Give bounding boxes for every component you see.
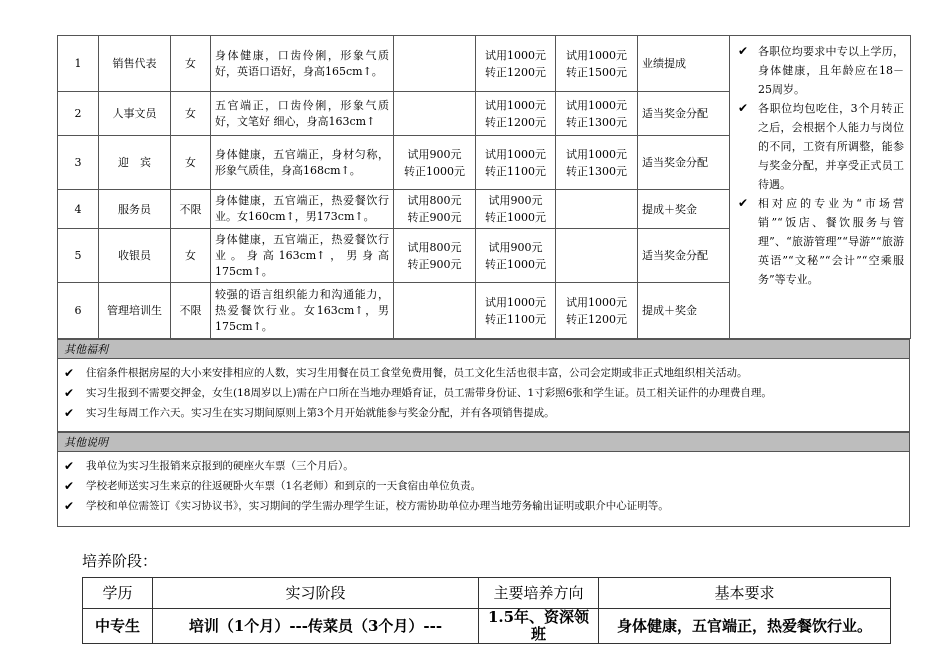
salary-line: 试用1000元 bbox=[485, 295, 546, 309]
positions-table bbox=[57, 35, 911, 339]
benefits-heading: 其他福利 bbox=[57, 339, 910, 359]
position-gender: 女 bbox=[171, 92, 211, 136]
salary-col7 bbox=[556, 136, 638, 190]
salary-line: 试用1000元 bbox=[485, 147, 546, 161]
salary-col6 bbox=[476, 190, 556, 229]
stage-header-direction: 主要培养方向 bbox=[479, 578, 599, 609]
list-item bbox=[64, 383, 903, 403]
salary-line: 转正1000元 bbox=[485, 257, 546, 271]
note-text: 相对应的专业为“市场营销”“饭店、餐饮服务与管理”、“旅游管理”“导游”“旅游英语”“文秘”“会计”“空乘服务”等专业。 bbox=[758, 197, 904, 286]
salary-col6 bbox=[476, 36, 556, 92]
position-requirement: 身体健康，五官端正，热爱餐饮行业。身高163cm↑，男身高175cm↑。 bbox=[211, 229, 394, 283]
position-number: 4 bbox=[58, 190, 99, 229]
check-icon: ✔ bbox=[738, 196, 749, 210]
salary-col6 bbox=[476, 136, 556, 190]
list-item bbox=[64, 363, 903, 383]
table-row bbox=[58, 36, 911, 92]
check-icon: ✔ bbox=[64, 499, 75, 513]
check-icon: ✔ bbox=[64, 366, 75, 380]
salary-line: 转正1200元 bbox=[566, 312, 627, 326]
salary-col7 bbox=[556, 36, 638, 92]
list-item-text: 实习生每周工作六天。实习生在实习期间原则上第3个月开始就能参与奖金分配，并有各项销售提成。 bbox=[86, 407, 555, 419]
position-bonus: 提成＋奖金 bbox=[638, 190, 730, 229]
position-title: 收银员 bbox=[99, 229, 171, 283]
salary-line: 试用1000元 bbox=[485, 48, 546, 62]
stage-cell-direction: 1.5年、资深领班 bbox=[479, 609, 599, 644]
position-number: 1 bbox=[58, 36, 99, 92]
salary-col5: 试用800元 转正900元 bbox=[394, 229, 476, 283]
salary-col6 bbox=[476, 92, 556, 136]
position-title: 人事文员 bbox=[99, 92, 171, 136]
position-title: 管理培训生 bbox=[99, 283, 171, 339]
salary-line: 转正1300元 bbox=[566, 115, 627, 129]
salary-line: 转正1200元 bbox=[485, 115, 546, 129]
salary-line: 试用1000元 bbox=[566, 147, 627, 161]
position-requirement: 身体健康，口齿伶俐，形象气质好，英语口语好，身高165cm↑。 bbox=[211, 36, 394, 92]
position-number: 5 bbox=[58, 229, 99, 283]
stage-table bbox=[82, 577, 891, 644]
stage-cell-requirement: 身体健康，五官端正，热爱餐饮行业。 bbox=[599, 609, 891, 644]
notes-block bbox=[57, 452, 910, 527]
salary-col7 bbox=[556, 283, 638, 339]
position-requirement: 五官端正，口齿伶俐，形象气质好，文笔好 细心，身高163cm↑ bbox=[211, 92, 394, 136]
salary-line: 试用900元 bbox=[488, 194, 543, 207]
list-item-text: 实习生报到不需要交押金，女生(18周岁以上)需在户口所在当地办理婚育证，员工需带身份证、1寸彩照6张和学生证。员工相关证件的办理费自理。 bbox=[86, 387, 772, 399]
note-text: 各职位均要求中专以上学历，身体健康，且年龄应在18－25周岁。 bbox=[758, 45, 904, 96]
position-requirement: 身体健康，五官端正，身材匀称，形象气质佳，身高168cm↑。 bbox=[211, 136, 394, 190]
salary-line: 转正1100元 bbox=[485, 312, 546, 326]
salary-col7 bbox=[556, 92, 638, 136]
list-item bbox=[738, 99, 904, 194]
position-title: 销售代表 bbox=[99, 36, 171, 92]
position-title: 迎 宾 bbox=[99, 136, 171, 190]
stage-title: 培养阶段： bbox=[82, 552, 158, 570]
position-requirement: 较强的语言组织能力和沟通能力，热爱餐饮行业。女163cm↑，男175cm↑。 bbox=[211, 283, 394, 339]
position-number: 3 bbox=[58, 136, 99, 190]
benefits-block bbox=[57, 359, 910, 432]
salary-col6 bbox=[476, 283, 556, 339]
check-icon: ✔ bbox=[64, 386, 75, 400]
stage-cell-phase: 培训（1个月）---传菜员（3个月）--- bbox=[153, 609, 479, 644]
position-bonus: 适当奖金分配 bbox=[638, 92, 730, 136]
salary-col5: 试用900元 转正1000元 bbox=[394, 136, 476, 190]
salary-line: 试用1000元 bbox=[566, 48, 627, 62]
document bbox=[57, 35, 910, 527]
salary-line: 转正1300元 bbox=[566, 164, 627, 178]
list-item bbox=[64, 456, 903, 476]
list-item-text: 学校和单位需签订《实习协议书》，实习期间的学生需办理学生证，校方需协助单位办理当地劳务输出证明或职介中心证明等。 bbox=[86, 500, 669, 512]
position-bonus: 适当奖金分配 bbox=[638, 229, 730, 283]
position-gender: 不限 bbox=[171, 190, 211, 229]
check-icon: ✔ bbox=[738, 101, 749, 115]
salary-line: 转正1200元 bbox=[485, 65, 546, 79]
note-text: 各职位均包吃住，3个月转正之后，会根据个人能力与岗位的不同，工资有所调整，能参与奖金分配，并享受正式员工待遇。 bbox=[758, 102, 904, 191]
position-bonus: 业绩提成 bbox=[638, 36, 730, 92]
list-item-text: 住宿条件根据房屋的大小来安排相应的人数，实习生用餐在员工食堂免费用餐，员工文化生活也很丰富，公司会定期或非正式地组织相关活动。 bbox=[86, 367, 748, 379]
list-item bbox=[738, 42, 904, 99]
stage-cell-education: 中专生 bbox=[83, 609, 153, 644]
notes-heading: 其他说明 bbox=[57, 432, 910, 452]
position-title: 服务员 bbox=[99, 190, 171, 229]
position-number: 2 bbox=[58, 92, 99, 136]
stage-header-phase: 实习阶段 bbox=[153, 578, 479, 609]
position-gender: 不限 bbox=[171, 283, 211, 339]
position-requirement: 身体健康，五官端正，热爱餐饮行业。女160cm↑，男173cm↑。 bbox=[211, 190, 394, 229]
salary-line: 试用900元 bbox=[488, 240, 543, 254]
salary-line: 试用1000元 bbox=[485, 98, 546, 112]
salary-col5 bbox=[394, 92, 476, 136]
salary-col5 bbox=[394, 283, 476, 339]
salary-col6 bbox=[476, 229, 556, 283]
list-item bbox=[738, 194, 904, 289]
position-bonus: 提成＋奖金 bbox=[638, 283, 730, 339]
salary-line: 试用1000元 bbox=[566, 98, 627, 112]
salary-line: 转正1500元 bbox=[566, 65, 627, 79]
position-bonus: 适当奖金分配 bbox=[638, 136, 730, 190]
requirements-notes bbox=[730, 36, 911, 339]
list-item-text: 学校老师送实习生来京的往返硬卧火车票（1名老师）和到京的一天食宿由单位负责。 bbox=[86, 480, 482, 492]
check-icon: ✔ bbox=[64, 406, 75, 420]
salary-line: 试用1000元 bbox=[566, 295, 627, 309]
check-icon: ✔ bbox=[738, 44, 749, 58]
salary-line: 转正1000元 bbox=[485, 211, 546, 224]
salary-col7 bbox=[556, 229, 638, 283]
position-number: 6 bbox=[58, 283, 99, 339]
stage-header-requirement: 基本要求 bbox=[599, 578, 891, 609]
salary-col5: 试用800元 转正900元 bbox=[394, 190, 476, 229]
salary-line: 转正1100元 bbox=[485, 164, 546, 178]
list-item bbox=[64, 476, 903, 496]
salary-col7 bbox=[556, 190, 638, 229]
list-item-text: 我单位为实习生报销来京报到的硬座火车票（三个月后）。 bbox=[86, 460, 354, 472]
check-icon: ✔ bbox=[64, 479, 75, 493]
list-item bbox=[64, 403, 903, 423]
list-item bbox=[64, 496, 903, 516]
position-gender: 女 bbox=[171, 136, 211, 190]
position-gender: 女 bbox=[171, 229, 211, 283]
salary-col5 bbox=[394, 36, 476, 92]
position-gender: 女 bbox=[171, 36, 211, 92]
stage-header-education: 学历 bbox=[83, 578, 153, 609]
check-icon: ✔ bbox=[64, 459, 75, 473]
